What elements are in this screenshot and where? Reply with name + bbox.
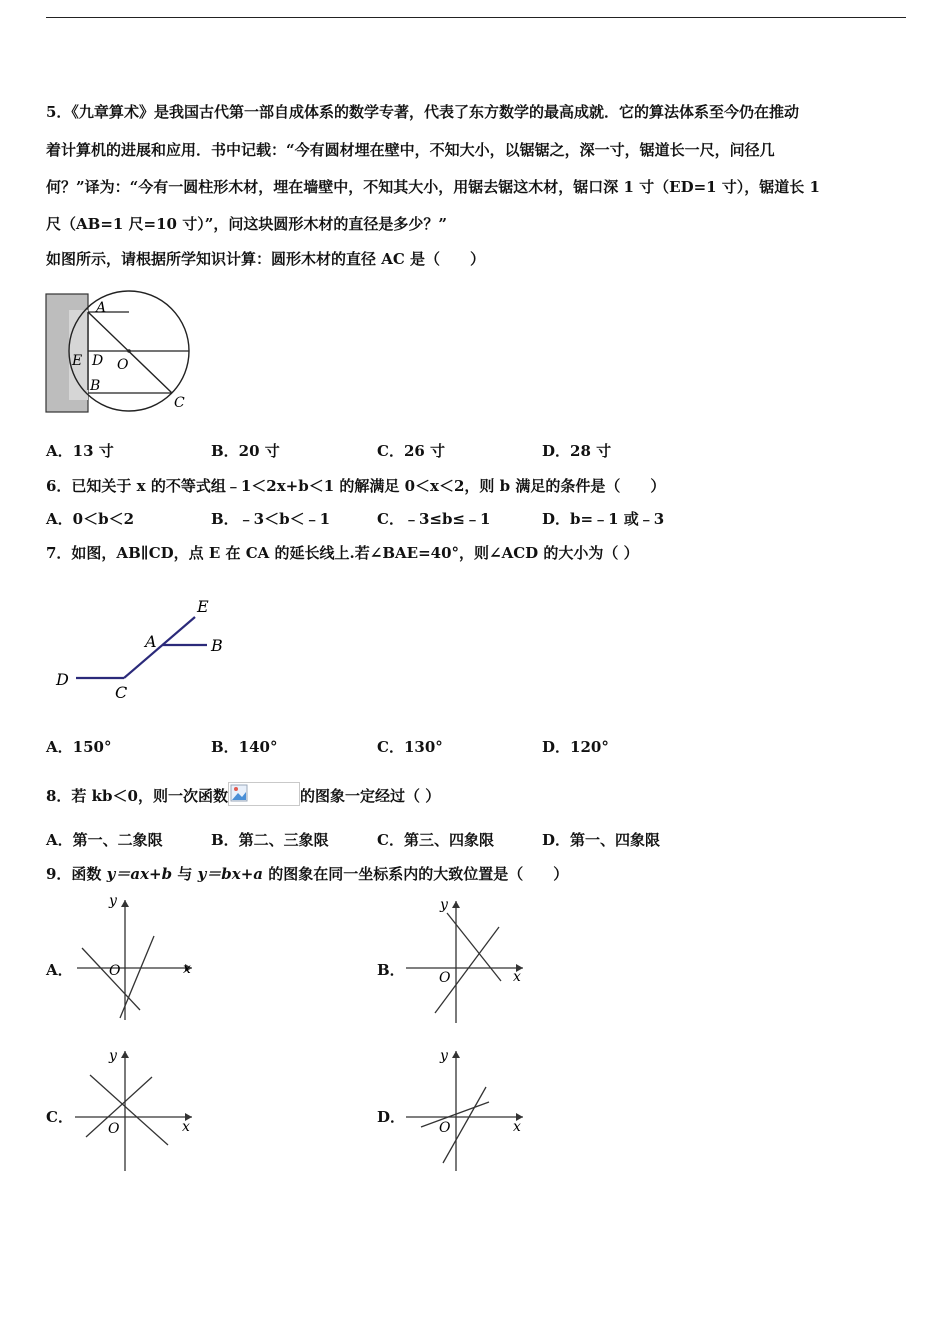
q9-stem (46, 864, 568, 884)
q9-stem-suffix: 的图象在同一坐标系内的大致位置是（ ） (263, 865, 569, 883)
q9-option-b-letter: B． (377, 961, 405, 979)
q9-a-x-label: x (183, 961, 191, 977)
broken-image-icon (228, 782, 300, 806)
q5-line-5: 如图所示，请根据所学知识计算：圆形木材的直径 AC 是（ ） (46, 250, 486, 268)
q5-label-e: E (72, 353, 83, 369)
q7-label-e: E (197, 597, 209, 616)
q9-stem-mid: 与 (172, 865, 198, 883)
q9-b-origin-label: O (439, 970, 451, 986)
q5-option-b: B．20 寸 (211, 442, 280, 460)
q5-line-3: 何？”译为：“今有一圆柱形木材，埋在墙壁中，不知其大小，用锯去锯这木材，锯口深 1 寸（ED=1 寸），锯道长 1 (46, 178, 820, 196)
q5-line-2: 着计算机的进展和应用．书中记载：“今有圆材埋在壁中，不知大小，以锯锯之，深一寸，锯道长一尺，问径几 (46, 141, 775, 159)
q9-b-y-label: y (440, 897, 448, 913)
q7-label-b: B (211, 636, 223, 655)
q9-graph-b (403, 895, 528, 1025)
q5-label-a: A (96, 300, 107, 316)
q9-c-origin-label: O (108, 1121, 120, 1137)
q7-label-c: C (115, 683, 128, 702)
q9-a-y-label: y (109, 893, 117, 909)
q8-option-d: D．第一、四象限 (542, 831, 661, 849)
q9-option-c-letter: C． (46, 1108, 73, 1126)
q9-d-origin-label: O (439, 1120, 451, 1136)
q9-function-2: y＝bx+a (197, 865, 263, 883)
q9-a-origin-label: O (109, 963, 121, 979)
q9-option-a-letter: A． (46, 961, 73, 979)
q7-option-b: B．140° (211, 738, 278, 756)
q9-graph-c (72, 1045, 197, 1175)
q9-d-y-label: y (440, 1048, 448, 1064)
q8-option-a: A．第一、二象限 (46, 831, 163, 849)
q9-d-x-label: x (513, 1119, 521, 1135)
q8-option-c: C．第三、四象限 (377, 831, 494, 849)
q6-stem: 6．已知关于 x 的不等式组﹣1＜2x+b＜1 的解满足 0＜x＜2，则 b 满足的条件是（ ） (46, 477, 666, 495)
q8-stem-after: 的图象一定经过（ ） (299, 787, 441, 805)
q5-option-c: C．26 寸 (377, 442, 446, 460)
q7-label-a: A (145, 632, 157, 651)
q5-option-d: D．28 寸 (542, 442, 612, 460)
q8-option-b: B．第二、三象限 (211, 831, 329, 849)
q9-c-y-label: y (109, 1048, 117, 1064)
q6-option-c: C．﹣3≤b≤﹣1 (377, 510, 491, 528)
q9-b-x-label: x (513, 969, 521, 985)
q9-option-d-letter: D． (377, 1108, 406, 1126)
q5-label-o: O (117, 357, 129, 373)
q6-option-b: B．﹣3＜b＜﹣1 (211, 510, 331, 528)
q7-parallel-figure (52, 592, 237, 707)
q5-label-d: D (92, 353, 104, 369)
q9-function-1: y＝ax+b (106, 865, 173, 883)
q5-line-1: 5．《九章算术》是我国古代第一部自成体系的数学专著，代表了东方数学的最高成就．它的算法体系至今仍在推动 (46, 103, 799, 121)
q8-stem-before: 8．若 kb＜0，则一次函数 (46, 787, 228, 805)
q5-option-a: A．13 寸 (46, 442, 114, 460)
q5-line-4: 尺（AB=1 尺=10 寸）”，问这块圆形木材的直径是多少？” (46, 215, 447, 233)
q6-option-d: D．b=﹣1 或﹣3 (542, 510, 665, 528)
q7-option-c: C．130° (377, 738, 443, 756)
q9-graph-d (403, 1045, 528, 1175)
q7-option-d: D．120° (542, 738, 609, 756)
q9-stem-prefix: 9．函数 (46, 865, 107, 883)
q7-label-d: D (56, 670, 69, 689)
q6-option-a: A．0＜b＜2 (46, 510, 135, 528)
q5-circle-figure (44, 290, 204, 418)
q9-graph-a (72, 892, 197, 1022)
q9-c-x-label: x (182, 1119, 190, 1135)
q7-stem: 7．如图，AB∥CD，点 E 在 CA 的延长线上.若∠BAE=40°，则∠ACD 的大小为（ ） (46, 544, 639, 562)
q5-label-b: B (90, 378, 101, 394)
q8-stem (46, 782, 440, 806)
q5-label-c: C (174, 395, 185, 411)
header-rule (46, 17, 906, 18)
q7-option-a: A．150° (46, 738, 112, 756)
